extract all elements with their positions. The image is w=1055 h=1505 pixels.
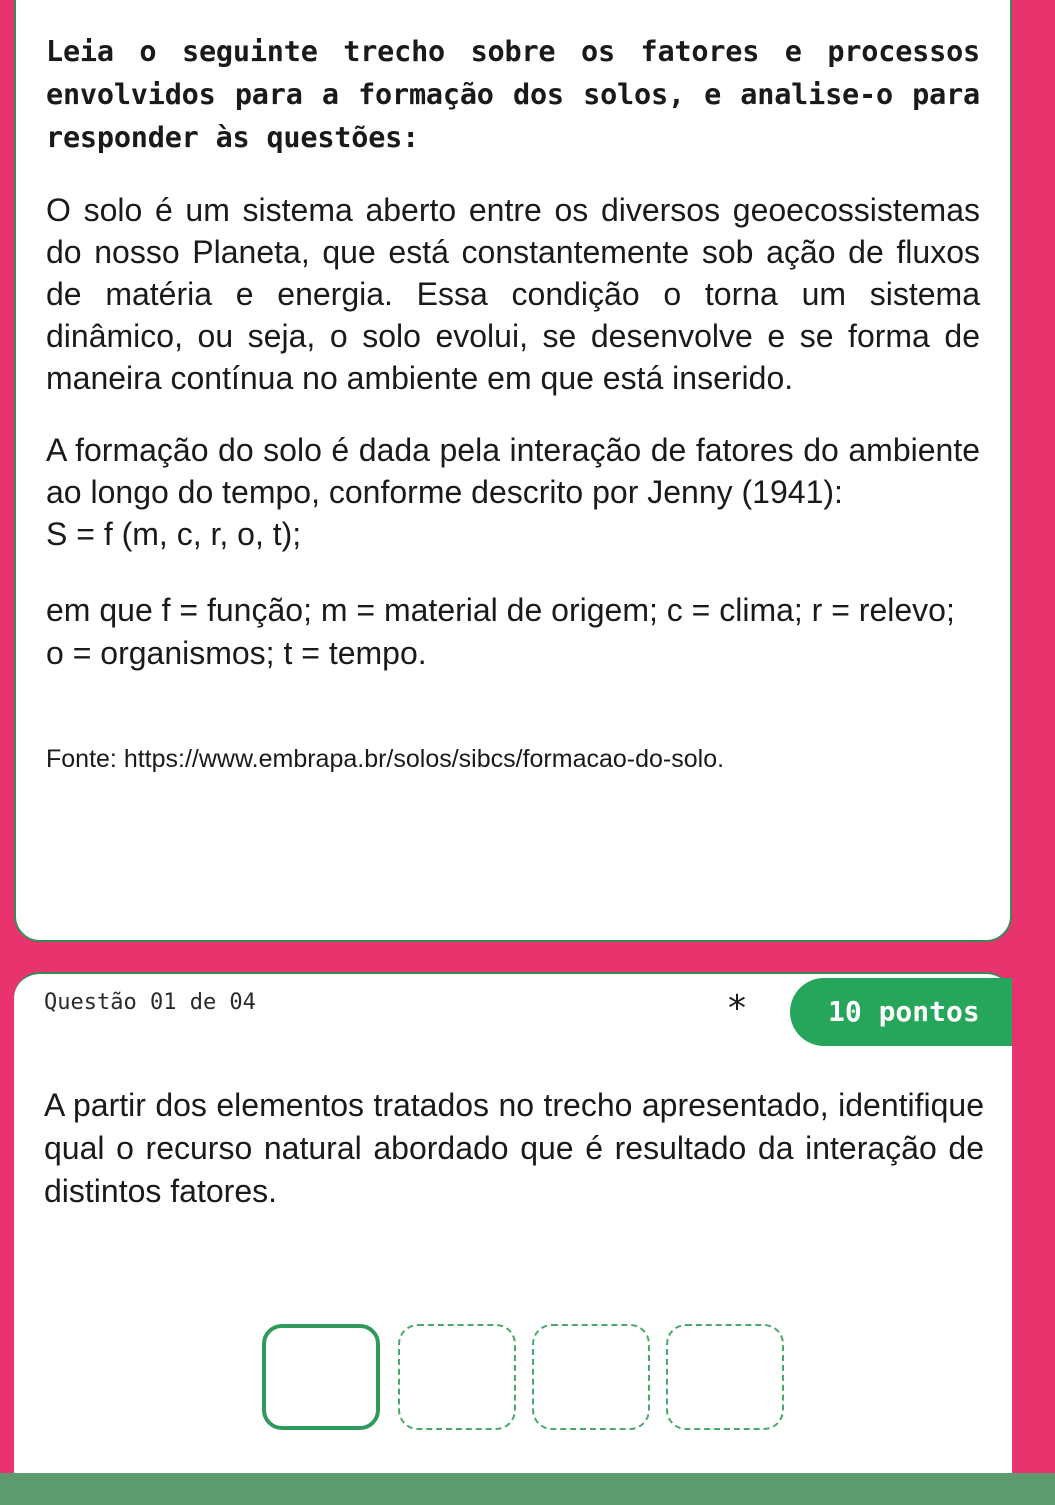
- source-citation: Fonte: https://www.embrapa.br/solos/sibcs/formacao-do-solo.: [46, 745, 725, 773]
- answer-box-2[interactable]: [398, 1324, 516, 1430]
- question-number: Questão 01 de 04: [44, 990, 256, 1015]
- question-card: [14, 972, 1012, 1505]
- answer-box-4[interactable]: [666, 1324, 784, 1430]
- context-paragraph-1: O solo é um sistema aberto entre os diversos geoecossistemas do nosso Planeta, que está constantemente sob ação de fluxos de matéria e energia. Essa condição o torna um sistema dinâmico, ou seja, o solo evolui, se desenvolve e se forma de maneira contínua no ambiente em que está inserido.: [46, 192, 980, 396]
- answer-box-3[interactable]: [532, 1324, 650, 1430]
- context-intro: Leia o seguinte trecho sobre os fatores e processos envolvidos para a formação dos solos, e analise-o para responder às questões:: [46, 35, 980, 154]
- context-paragraph-2: A formação do solo é dada pela interação de fatores do ambiente ao longo do tempo, conforme descrito por Jenny (1941):: [46, 432, 980, 510]
- answer-box-1[interactable]: [262, 1324, 380, 1430]
- question-text: A partir dos elementos tratados no trecho apresentado, identifique qual o recurso natural abordado que é resultado da interação de distintos fatores.: [44, 1087, 984, 1209]
- points-badge: 10 pontos: [790, 978, 1012, 1046]
- formula-legend: em que f = função; m = material de origem; c = clima; r = relevo; o = organismos; t = tempo.: [46, 592, 955, 671]
- context-card: [14, 0, 1012, 942]
- required-asterisk-icon: *: [728, 988, 746, 1029]
- formula: S = f (m, c, r, o, t);: [46, 516, 302, 552]
- bottom-bar: [0, 1473, 1055, 1505]
